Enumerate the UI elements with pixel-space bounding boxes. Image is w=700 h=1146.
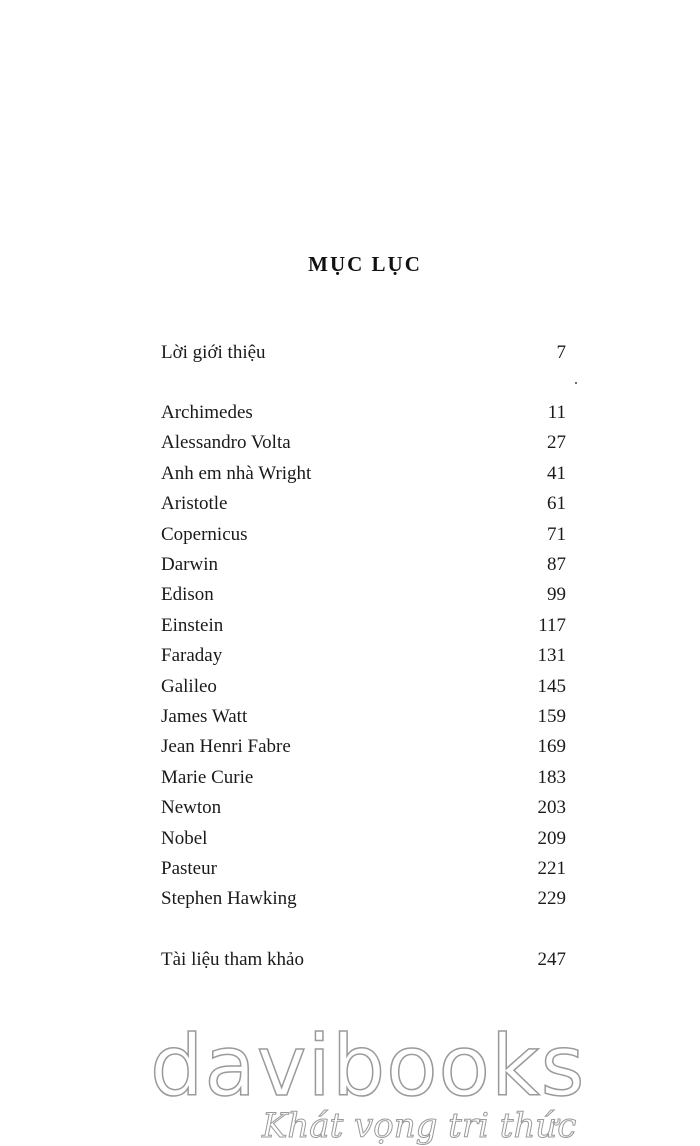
toc-entry-label: Nobel xyxy=(161,827,208,849)
toc-entry xyxy=(161,489,566,519)
toc-entry-label: Darwin xyxy=(161,554,218,575)
toc-entry xyxy=(161,641,566,671)
toc-entry-label: Lời giới thiệu xyxy=(161,342,266,363)
watermark-brand: davibooks xyxy=(150,1017,586,1115)
toc-entry xyxy=(161,732,566,762)
toc-entry-label: Archimedes xyxy=(161,402,253,423)
toc-entry-label: Galileo xyxy=(161,675,217,697)
toc-entry-label: Stephen Hawking xyxy=(161,888,297,910)
toc-entry-page: 41 xyxy=(547,462,566,484)
toc-entry-page: 221 xyxy=(537,858,566,879)
toc-entry xyxy=(161,763,566,793)
toc-entry-page: 7 xyxy=(556,342,566,363)
toc-entry-page: 183 xyxy=(537,766,566,788)
toc-entry-page: 247 xyxy=(537,949,566,970)
toc-entry-page: 11 xyxy=(547,402,566,423)
toc-entry-label: Pasteur xyxy=(161,858,217,879)
toc-entry-page: 27 xyxy=(547,432,566,454)
paper-speck xyxy=(575,382,577,384)
toc-entry xyxy=(161,702,566,732)
toc-entry-label: Newton xyxy=(161,797,222,819)
toc-entry-label: Copernicus xyxy=(161,523,248,545)
toc-entry xyxy=(161,580,566,610)
toc-entry-page: 169 xyxy=(537,736,566,758)
toc-entry-page: 71 xyxy=(547,523,566,545)
toc-entry xyxy=(161,884,566,914)
toc-entry-label: Aristotle xyxy=(161,493,228,515)
toc-entry xyxy=(161,550,566,580)
toc-entry xyxy=(161,520,566,550)
toc-entry xyxy=(161,428,566,458)
toc-entry-label: Marie Curie xyxy=(161,766,254,788)
toc-entry-label: Anh em nhà Wright xyxy=(161,462,312,484)
toc-entry-page: 229 xyxy=(537,888,566,910)
toc-entry-page: 117 xyxy=(538,614,566,636)
toc-entry-label: Edison xyxy=(161,584,214,606)
toc-entry-label: Jean Henri Fabre xyxy=(161,736,291,758)
toc-entry-page: 203 xyxy=(537,797,566,819)
toc-entry xyxy=(161,611,566,641)
watermark-tagline: Khát vọng tri thức xyxy=(262,1106,577,1146)
toc-entry-label: Faraday xyxy=(161,645,223,667)
toc-entry-page: 131 xyxy=(537,645,566,667)
toc-entry-references xyxy=(161,945,566,975)
page-title: MỤC LỤC xyxy=(308,252,422,276)
toc-entry-intro xyxy=(161,338,566,368)
toc-entry-page: 209 xyxy=(537,827,566,849)
toc-entry-page: 61 xyxy=(547,493,566,515)
toc-entry xyxy=(161,824,566,854)
toc-entry xyxy=(161,398,566,428)
toc-entry xyxy=(161,854,566,884)
toc-entry-label: Einstein xyxy=(161,614,224,636)
toc-entry-label: Alessandro Volta xyxy=(161,432,291,454)
toc-entry-label: James Watt xyxy=(161,706,248,727)
toc-entry xyxy=(161,793,566,823)
toc-entry xyxy=(161,459,566,489)
toc-entry-page: 99 xyxy=(547,584,566,606)
toc-entry-page: 159 xyxy=(537,706,566,727)
publisher-watermark xyxy=(150,1017,670,1146)
toc-entry-page: 87 xyxy=(547,554,566,575)
toc-entry xyxy=(161,672,566,702)
toc-entry-label: Tài liệu tham khảo xyxy=(161,949,304,970)
toc-entry-page: 145 xyxy=(537,675,566,697)
